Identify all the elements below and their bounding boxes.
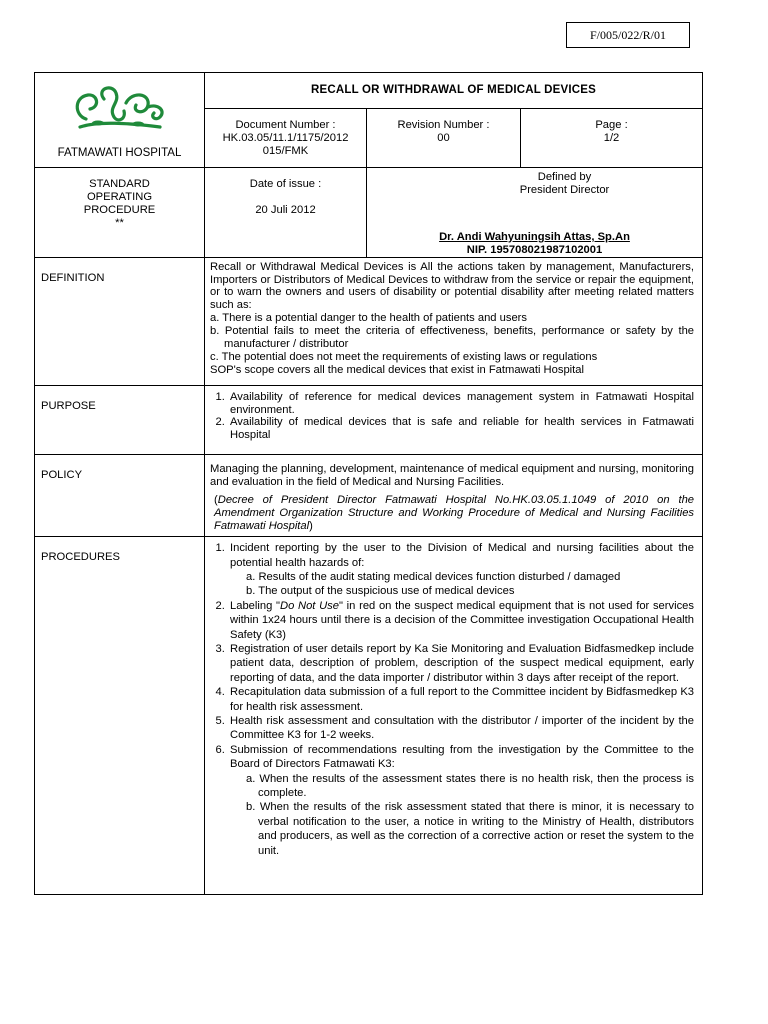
sop-line-4: **	[115, 216, 124, 229]
sop-line-3: PROCEDURE	[83, 203, 156, 216]
procedures-content	[205, 537, 703, 895]
policy-text: Managing the planning, development, maintenance of medical equipment and nursing, monitoring and evaluation in the field of Medical and Nursing Facilities.	[210, 462, 695, 488]
definition-scope: SOP's scope covers all the medical devices that exist in Fatmawati Hospital	[210, 363, 584, 376]
revision-cell	[367, 109, 521, 168]
form-code: F/005/022/R/01	[566, 22, 690, 48]
logo-cell	[35, 73, 205, 168]
do-not-use-label: Do Not Use	[279, 599, 339, 612]
issue-date-cell	[205, 168, 367, 258]
policy-decree: Decree of President Director Fatmawati Hospital No.HK.03.05.1.1049 of 2010 on the Amendment Organization Structure and Working Procedure of Medical and Nursing Facilities Fatmawati Hospital	[214, 494, 695, 533]
procedure-step-1a: a. Results of the audit stating medical devices function disturbed / damaged	[246, 570, 621, 583]
decree-open: (	[214, 494, 218, 507]
hospital-logo-icon	[68, 77, 172, 137]
purpose-label: PURPOSE	[35, 385, 205, 454]
procedure-step-1b: b. The output of the suspicious use of medical devices	[246, 585, 515, 598]
page-cell	[521, 109, 703, 168]
signer-nip: NIP. 195708021987102001	[466, 243, 603, 256]
definition-content	[205, 257, 703, 385]
purpose-item: 1. Availability of reference for medical devices management system in Fatmawati Hospital environment.	[228, 391, 694, 417]
procedure-step-1-text: Incident reporting by the user to the Division of Medical and nursing facilities about the potential health hazards of:	[230, 542, 695, 569]
document-number-label: Document Number :	[235, 119, 336, 131]
revision-value: 00	[437, 131, 450, 144]
document-title: RECALL OR WITHDRAWAL OF MEDICAL DEVICES	[205, 73, 703, 109]
sop-line-1: STANDARD	[89, 178, 150, 190]
definition-item-b: b. Potential fails to meet the criteria of effectiveness, benefits, performance or safety by the manufacturer / distributor	[210, 325, 695, 351]
signer-name: Dr. Andi Wahyuningsih Attas, Sp.An	[439, 230, 630, 243]
revision-label: Revision Number :	[397, 119, 490, 131]
issue-date-value: 20 Juli 2012	[255, 203, 316, 216]
sop-label-cell	[35, 168, 205, 258]
defined-by-label: Defined by	[537, 171, 592, 183]
procedure-step-2-post: " in red on the suspect medical equipment that is not used for services within 1x24 hours until there is a decision of the Committee investigation Occupational Health Safety (K3)	[230, 599, 695, 641]
policy-label: POLICY	[35, 454, 205, 537]
procedure-step-6	[228, 743, 694, 858]
purpose-item: 2. Availability of medical devices that is safe and reliable for health services in Fatmawati Hospital	[228, 416, 694, 442]
document-number-cell	[205, 109, 367, 168]
procedure-step-6-text: Submission of recommendations resulting from the investigation by the Committee to the Board of Directors Fatmawati K3:	[230, 743, 695, 771]
procedure-step-1	[228, 541, 694, 599]
defined-by-role: President Director	[519, 183, 610, 196]
decree-close: )	[309, 520, 313, 533]
definition-item-a: a. There is a potential danger to the health of patients and users	[210, 312, 527, 325]
procedure-step-3: 3. Registration of user details report by Ka Sie Monitoring and Evaluation Bidfasmedkep include patient data, description of problem, description of the suspect medical equipment, early reporting of data, and the data importer / distributor within 3 days after receipt of the report.	[228, 642, 694, 685]
document-number-line1: HK.03.05/11.1/1175/2012	[222, 131, 349, 144]
procedure-step-6a: a. When the results of the assessment states there is no health risk, then the process is complete.	[246, 772, 695, 800]
procedures-label: PROCEDURES	[35, 537, 205, 895]
sop-table	[34, 72, 703, 895]
page-value: 1/2	[603, 131, 620, 144]
procedure-step-5: 5. Health risk assessment and consultation with the distributor / importer of the incident by the Committee K3 for 1-2 weeks.	[228, 714, 694, 743]
hospital-name: FATMAWATI HOSPITAL	[57, 147, 182, 159]
procedure-step-4: 4. Recapitulation data submission of a full report to the Committee incident by Bidfasmedkep K3 for health risk assessment.	[228, 685, 694, 714]
policy-content	[205, 454, 703, 537]
definition-intro: Recall or Withdrawal Medical Devices is All the actions taken by management, Manufacturers, Importers or Distributors of Medical Devices to withdraw from the service or repair the equipment, or to warn the owners and users of disability or potential disability after meeting related matters such as:	[210, 260, 695, 312]
issue-date-label: Date of issue :	[249, 178, 322, 190]
sop-line-2: OPERATING	[86, 190, 153, 203]
procedure-step-2-pre: Labeling "	[230, 599, 280, 612]
procedure-step-2	[228, 599, 694, 642]
page-label: Page :	[595, 119, 628, 131]
definition-label: DEFINITION	[35, 257, 205, 385]
defined-by-cell	[367, 168, 703, 258]
purpose-content	[205, 385, 703, 454]
procedure-step-6b: b. When the results of the risk assessment stated that there is minor, it is necessary to verbal notification to the user, a notice in writing to the Ministry of Health, distributors and producers, as well as the correction of a corrective action or reset the system to the unit.	[246, 801, 695, 857]
document-number-line2: 015/FMK	[262, 144, 309, 157]
definition-item-c: c. The potential does not meet the requirements of existing laws or regulations	[210, 350, 598, 363]
